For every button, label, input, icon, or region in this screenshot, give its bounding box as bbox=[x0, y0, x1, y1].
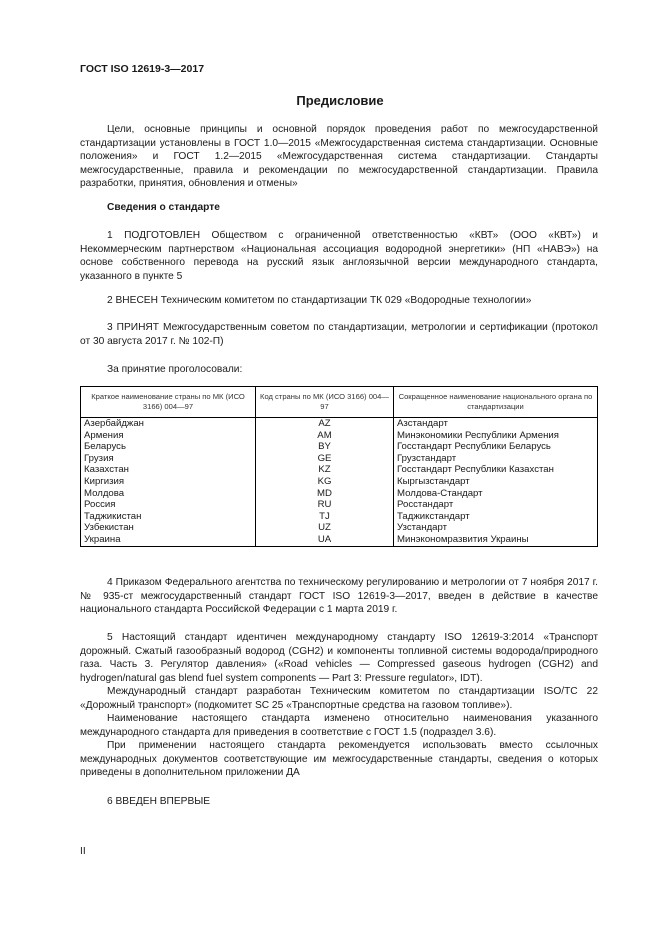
item-5-paragraph: 5 Настоящий стандарт идентичен международному стандарту ISO 12619-3:2014 «Транспорт дорожный. Сжатый газообразный водород (CGH2) и компоненты топливной системы водорода/природного газа. Часть 3. Регулятор давления» («Road vehicles — Compressed gaseous hydrogen (CGH2) and hydrogen/natural gas blend fuel system components — Part 3: Pressure regulator», IDT). bbox=[80, 632, 598, 684]
table-row bbox=[81, 522, 598, 534]
table-header-country: Краткое наименование страны по МК (ИСО 3166) 004—97 bbox=[81, 387, 256, 418]
item-5-standard-developer: Международный стандарт разработан Техническим комитетом по стандартизации ISO/TC 22 «Дорожный транспорт» (подкомитет SC 25 «Транспортные средства на газовом топливе»). bbox=[80, 686, 598, 711]
item-6-paragraph: 6 ВВЕДЕН ВПЕРВЫЕ bbox=[107, 796, 211, 807]
table-cell-code: MD bbox=[256, 488, 394, 500]
table-cell-country: Молдова bbox=[81, 488, 256, 500]
intro-paragraph: Цели, основные принципы и основной порядок проведения работ по межгосударственной стандартизации установлены в ГОСТ 1.0—2015 «Межгосударственная система стандартизации. Основные положения» и ГОСТ 1.2—2015 «Межгосударственная система стандартизации. Стандарты межгосударственные, правила и рекомендации по межгосударственной стандартизации. Правила разработки, принятия, обновления и отмены» bbox=[80, 124, 598, 189]
table-cell-code: KZ bbox=[256, 464, 394, 476]
table-cell-body: Кыргызстандарт bbox=[394, 476, 598, 488]
table-header-code: Код страны по МК (ИСО 3166) 004—97 bbox=[256, 387, 394, 418]
table-cell-body: Грузстандарт bbox=[394, 453, 598, 465]
item-2-paragraph: 2 ВНЕСЕН Техническим комитетом по стандартизации ТК 029 «Водородные технологии» bbox=[107, 295, 532, 306]
table-cell-body: Госстандарт Республики Казахстан bbox=[394, 464, 598, 476]
table-cell-code: UZ bbox=[256, 522, 394, 534]
table-row bbox=[81, 476, 598, 488]
table-cell-code: GE bbox=[256, 453, 394, 465]
voted-label: За принятие проголосовали: bbox=[107, 364, 243, 375]
table-cell-body: Молдова-Стандарт bbox=[394, 488, 598, 500]
table-row bbox=[81, 430, 598, 442]
item-3-paragraph: 3 ПРИНЯТ Межгосударственным советом по стандартизации, метрологии и сертификации (протокол от 30 августа 2017 г. № 102-П) bbox=[80, 322, 598, 347]
table-cell-country: Грузия bbox=[81, 453, 256, 465]
voting-table bbox=[80, 386, 598, 547]
table-row bbox=[81, 511, 598, 523]
table-cell-country: Азербайджан bbox=[81, 418, 256, 430]
table-header-body: Сокращенное наименование национального органа по стандартизации bbox=[394, 387, 598, 418]
table-cell-body: Минэкономразвития Украины bbox=[394, 534, 598, 546]
page-number: II bbox=[80, 846, 86, 857]
item-1-paragraph: 1 ПОДГОТОВЛЕН Обществом с ограниченной ответственностью «КВТ» (ООО «КВТ») и Некоммерческим партнерством «Национальная ассоциация водородной энергетики» (НП «НАВЭ») на основе собственного перевода на русский язык англоязычной версии международного стандарта, указанного в пункте 5 bbox=[80, 230, 598, 282]
table-header-row bbox=[81, 387, 598, 418]
table-row bbox=[81, 464, 598, 476]
table-cell-country: Киргизия bbox=[81, 476, 256, 488]
table-cell-code: TJ bbox=[256, 511, 394, 523]
table-row bbox=[81, 488, 598, 500]
table-cell-country: Армения bbox=[81, 430, 256, 442]
table-cell-code: AM bbox=[256, 430, 394, 442]
table-cell-code: KG bbox=[256, 476, 394, 488]
item-5-name-change: Наименование настоящего стандарта изменено относительно наименования указанного международного стандарта для приведения в соответствие с ГОСТ 1.5 (подраздел 3.6). bbox=[80, 713, 598, 738]
table-cell-body: Росстандарт bbox=[394, 499, 598, 511]
section-heading: Сведения о стандарте bbox=[107, 202, 220, 213]
document-header: ГОСТ ISO 12619-3—2017 bbox=[80, 63, 205, 75]
table-cell-body: Минэкономики Республики Армения bbox=[394, 430, 598, 442]
page-title: Предисловие bbox=[296, 93, 384, 108]
table-cell-country: Таджикистан bbox=[81, 511, 256, 523]
table-cell-body: Таджикстандарт bbox=[394, 511, 598, 523]
table-row bbox=[81, 534, 598, 546]
item-4-paragraph: 4 Приказом Федерального агентства по техническому регулированию и метрологии от 7 ноября 2017 г. № 935-ст межгосударственный стандарт ГОСТ ISO 12619-3—2017, введен в действие в качестве национального стандарта Российской Федерации с 1 марта 2019 г. bbox=[80, 577, 598, 615]
table-cell-country: Узбекистан bbox=[81, 522, 256, 534]
table-cell-body: Госстандарт Республики Беларусь bbox=[394, 441, 598, 453]
table-row bbox=[81, 441, 598, 453]
table-cell-body: Азстандарт bbox=[394, 418, 598, 430]
table-row bbox=[81, 499, 598, 511]
item-5-references: При применении настоящего стандарта рекомендуется использовать вместо ссылочных международных документов соответствующие им межгосударственные стандарты, сведения о которых приведены в дополнительном приложении ДА bbox=[80, 740, 598, 778]
table-cell-country: Россия bbox=[81, 499, 256, 511]
table-cell-code: UA bbox=[256, 534, 394, 546]
table-cell-code: BY bbox=[256, 441, 394, 453]
table-cell-code: RU bbox=[256, 499, 394, 511]
table-row bbox=[81, 418, 598, 430]
table-row bbox=[81, 453, 598, 465]
table-cell-country: Украина bbox=[81, 534, 256, 546]
table-cell-country: Казахстан bbox=[81, 464, 256, 476]
table-cell-country: Беларусь bbox=[81, 441, 256, 453]
table-cell-code: AZ bbox=[256, 418, 394, 430]
table-body bbox=[81, 418, 598, 547]
table-cell-body: Узстандарт bbox=[394, 522, 598, 534]
